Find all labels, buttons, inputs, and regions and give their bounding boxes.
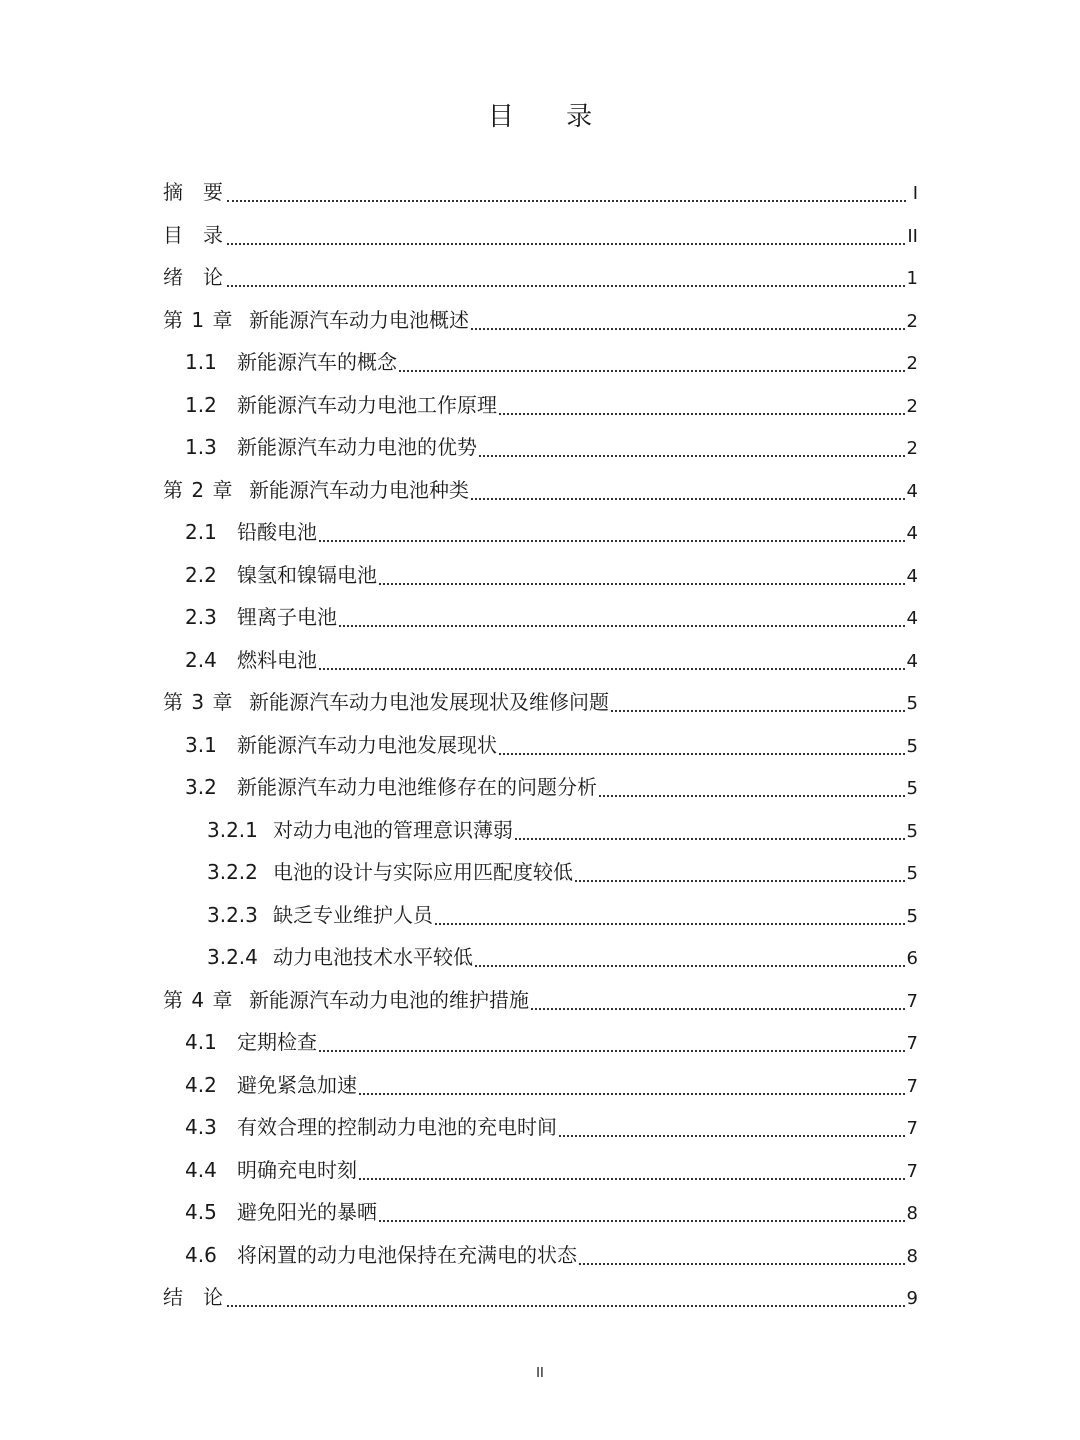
toc-entry[interactable] <box>163 1106 918 1149</box>
toc-entry-page: 6 <box>906 948 918 969</box>
toc-entry-number: 3.2.1 <box>207 817 258 842</box>
toc-entry-title: 新能源汽车的概念 <box>237 350 397 374</box>
toc-dot-leader <box>399 370 905 372</box>
toc-entry[interactable] <box>163 1191 918 1234</box>
toc-entry-title: 明确充电时刻 <box>237 1157 357 1182</box>
toc-entry-page: 9 <box>906 1288 918 1309</box>
toc-entry[interactable] <box>163 341 918 384</box>
toc-entry[interactable] <box>163 766 918 809</box>
toc-entry[interactable] <box>163 936 918 979</box>
toc-entry-page: 4 <box>906 650 918 672</box>
toc-dot-leader <box>319 1050 905 1052</box>
toc-dot-leader <box>435 923 905 925</box>
toc-entry-title: 动力电池技术水平较低 <box>273 945 473 969</box>
toc-entry-number: 4.3 <box>185 1115 217 1139</box>
toc-entry-title: 目录 <box>163 222 243 247</box>
toc-dot-leader <box>475 965 905 967</box>
toc-entry-number: 3.2.2 <box>207 860 258 884</box>
toc-entry[interactable] <box>163 1234 918 1277</box>
toc-entry-title: 缺乏专业维护人员 <box>273 902 433 927</box>
toc-entry-number: 3.2 <box>185 775 217 799</box>
toc-entry-number: 3.1 <box>185 732 217 757</box>
toc-dot-leader <box>471 328 905 330</box>
toc-dot-leader <box>499 413 905 415</box>
toc-entry-number: 第 2 章 <box>163 477 234 502</box>
toc-dot-leader <box>227 200 906 202</box>
toc-entry-page: 7 <box>906 1118 918 1139</box>
toc-entry-page: 2 <box>906 438 918 459</box>
toc-entry-title: 对动力电池的管理意识薄弱 <box>273 817 513 842</box>
toc-entry-title: 避免阳光的暴晒 <box>237 1200 377 1224</box>
toc-entry-number: 1.1 <box>185 350 217 374</box>
toc-entry-title: 电池的设计与实际应用匹配度较低 <box>273 860 573 884</box>
toc-entry-title: 绪论 <box>163 265 243 289</box>
toc-entry-title: 镍氢和镍镉电池 <box>237 562 377 587</box>
toc-dot-leader <box>575 880 905 882</box>
toc-entry-number: 2.2 <box>185 562 217 587</box>
toc-entry-page: 7 <box>906 1033 918 1054</box>
toc-entry-page: 5 <box>906 863 918 884</box>
toc-entry-title: 避免紧急加速 <box>237 1072 357 1097</box>
toc-dot-leader <box>515 838 905 840</box>
toc-entry-page: 8 <box>906 1245 918 1267</box>
toc-entry[interactable] <box>163 469 918 512</box>
toc-entry-number: 3.2.4 <box>207 945 258 969</box>
toc-entry-number: 第 1 章 <box>163 307 234 332</box>
toc-entry-page: 5 <box>906 735 918 757</box>
toc-entry-page: 7 <box>906 990 918 1012</box>
toc-dot-leader <box>479 455 905 457</box>
toc-entry[interactable] <box>163 894 918 937</box>
toc-dot-leader <box>499 753 905 755</box>
toc-entry-title: 摘要 <box>163 180 243 204</box>
toc-entry-page: 1 <box>906 268 918 289</box>
toc-entry-page: 4 <box>906 608 918 629</box>
toc-dot-leader <box>531 1008 905 1010</box>
toc-entry-title: 定期检查 <box>237 1030 317 1054</box>
toc-entry-title: 新能源汽车动力电池维修存在的问题分析 <box>237 775 597 799</box>
toc-entry-page: 2 <box>906 310 918 332</box>
toc-entry-number: 第 4 章 <box>163 987 234 1012</box>
toc-dot-leader <box>379 1220 905 1222</box>
toc-dot-leader <box>319 540 905 542</box>
toc-entry[interactable] <box>163 979 918 1022</box>
toc-entry-page: 8 <box>906 1203 918 1224</box>
toc-entry-page: 5 <box>906 778 918 799</box>
toc-entry-title: 新能源汽车动力电池的优势 <box>237 435 477 459</box>
toc-dot-leader <box>359 1178 905 1180</box>
toc-entry[interactable] <box>163 596 918 639</box>
toc-entry-title: 有效合理的控制动力电池的充电时间 <box>237 1115 557 1139</box>
toc-entry-page: 7 <box>906 1160 918 1182</box>
toc-entry-title: 锂离子电池 <box>237 605 337 629</box>
toc-entry-page: 5 <box>906 905 918 927</box>
toc-entry[interactable] <box>163 639 918 682</box>
toc-entry-page: 4 <box>906 480 918 502</box>
toc-entry-title: 新能源汽车动力电池发展现状及维修问题 <box>249 690 609 714</box>
toc-dot-leader <box>559 1135 905 1137</box>
toc-entry[interactable] <box>163 554 918 597</box>
toc-entry-number: 4.6 <box>185 1242 217 1267</box>
toc-entry-title: 燃料电池 <box>237 647 317 672</box>
toc-entry-page: II <box>907 225 918 247</box>
toc-entry-number: 4.2 <box>185 1072 217 1097</box>
toc-entry[interactable] <box>163 851 918 894</box>
toc-entry-page: 5 <box>906 693 918 714</box>
toc-entry-number: 4.1 <box>185 1030 217 1054</box>
page-title: 目 录 <box>487 102 615 132</box>
toc-dot-leader <box>579 1263 905 1265</box>
toc-entry-number: 1.2 <box>185 392 217 417</box>
toc-entry-page: 2 <box>906 353 918 374</box>
toc-entry[interactable] <box>163 681 918 724</box>
toc-entry-number: 4.5 <box>185 1200 217 1224</box>
toc-dot-leader <box>227 285 905 287</box>
toc-dot-leader <box>227 1305 905 1307</box>
toc-dot-leader <box>599 795 905 797</box>
footer-page-number: II <box>536 1366 544 1381</box>
toc-entry[interactable] <box>163 1021 918 1064</box>
toc-entry-number: 2.3 <box>185 605 217 629</box>
toc-entry[interactable] <box>163 256 918 299</box>
toc-entry[interactable] <box>163 724 918 767</box>
toc-entry-page: 2 <box>906 395 918 417</box>
toc-entry-title: 新能源汽车动力电池概述 <box>249 307 469 332</box>
toc-entry[interactable] <box>163 299 918 342</box>
toc-entry-title: 新能源汽车动力电池种类 <box>249 477 469 502</box>
table-of-contents <box>163 171 918 1319</box>
toc-dot-leader <box>227 243 905 245</box>
toc-dot-leader <box>359 1093 905 1095</box>
toc-entry-title: 将闲置的动力电池保持在充满电的状态 <box>237 1242 577 1267</box>
toc-entry-page: 4 <box>906 523 918 544</box>
toc-entry-page: 7 <box>906 1075 918 1097</box>
toc-entry-number: 1.3 <box>185 435 217 459</box>
toc-entry[interactable] <box>163 1276 918 1319</box>
toc-entry-number: 4.4 <box>185 1157 217 1182</box>
toc-entry-title: 新能源汽车动力电池发展现状 <box>237 732 497 757</box>
toc-entry[interactable] <box>163 1149 918 1192</box>
toc-dot-leader <box>471 498 905 500</box>
toc-dot-leader <box>611 710 905 712</box>
toc-entry-page: I <box>912 183 918 204</box>
toc-entry-number: 第 3 章 <box>163 690 234 714</box>
toc-entry-number: 2.4 <box>185 647 217 672</box>
toc-entry[interactable] <box>163 214 918 257</box>
toc-entry-page: 5 <box>906 820 918 842</box>
toc-entry-title: 新能源汽车动力电池工作原理 <box>237 392 497 417</box>
toc-dot-leader <box>379 583 905 585</box>
toc-dot-leader <box>339 625 905 627</box>
toc-dot-leader <box>319 668 905 670</box>
toc-entry[interactable] <box>163 384 918 427</box>
toc-entry-title: 新能源汽车动力电池的维护措施 <box>249 987 529 1012</box>
toc-entry[interactable] <box>163 809 918 852</box>
toc-entry[interactable] <box>163 1064 918 1107</box>
toc-entry[interactable] <box>163 426 918 469</box>
toc-entry[interactable] <box>163 511 918 554</box>
toc-entry-title: 铅酸电池 <box>237 520 317 544</box>
toc-entry-page: 4 <box>906 565 918 587</box>
toc-entry-number: 2.1 <box>185 520 217 544</box>
toc-entry[interactable] <box>163 171 918 214</box>
toc-entry-number: 3.2.3 <box>207 902 258 927</box>
toc-entry-title: 结论 <box>163 1285 243 1309</box>
